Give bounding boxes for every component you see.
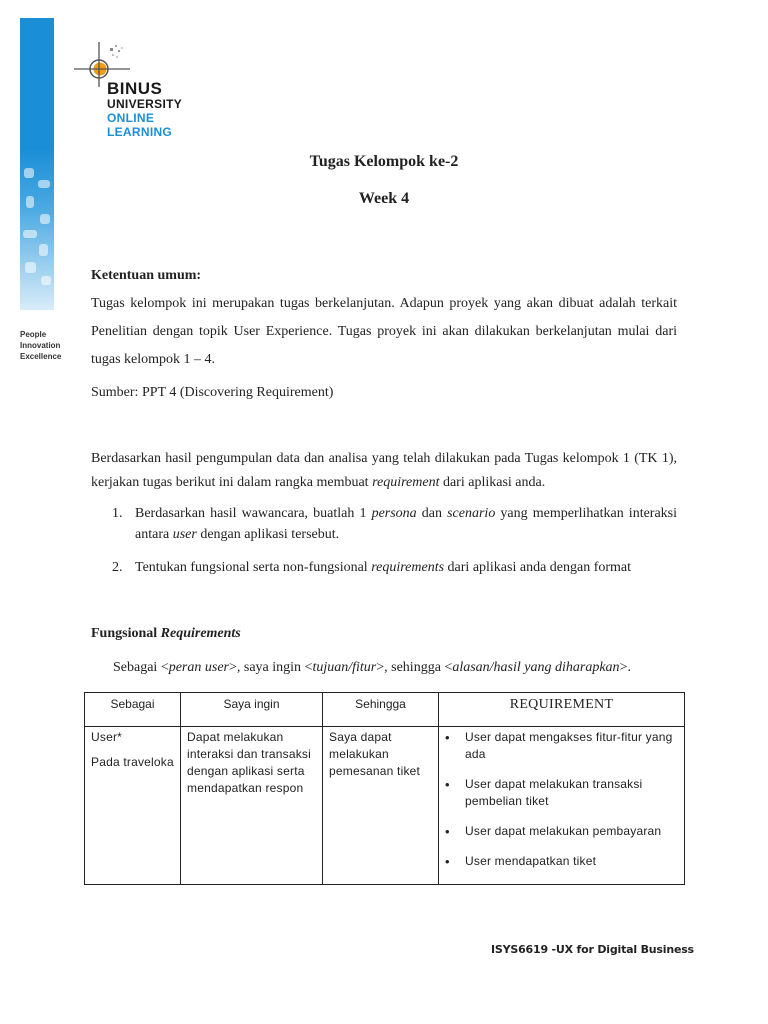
column-header-sebagai: Sebagai — [85, 693, 181, 727]
functional-heading: Fungsional Requirements — [91, 626, 241, 641]
page-footer: ISYS6619 -UX for Digital Business — [491, 943, 694, 956]
column-header-requirement: REQUIREMENT — [439, 693, 685, 727]
general-paragraph: Tugas kelompok ini merupakan tugas berkelanjutan. Adapun proyek yang akan dibuat adalah terkait Penelitian dengan topik User Experience. Tugas proyek ini akan dilakukan berkelanjutan mulai dari tugas kelompok 1 – 4. — [91, 296, 677, 367]
cell-sehingga: Saya dapat melakukan pemesanan tiket — [323, 727, 439, 885]
user-story-template: Sebagai <peran user>, saya ingin <tujuan/fitur>, sehingga <alasan/hasil yang diharapkan>. — [113, 660, 631, 675]
document-title: Tugas Kelompok ke-2 — [309, 153, 459, 170]
cell-requirements — [439, 727, 685, 885]
requirements-list — [445, 729, 679, 870]
binus-logo-text: BINUS UNIVERSITY ONLINE LEARNING — [107, 79, 183, 139]
source-line: Sumber: PPT 4 (Discovering Requirement) — [91, 385, 334, 400]
list-item: • User dapat mengakses fitur-fitur yang ada — [445, 729, 679, 763]
column-header-saya-ingin: Saya ingin — [181, 693, 323, 727]
list-item: • User mendapatkan tiket — [445, 853, 679, 870]
requirements-table — [84, 692, 685, 885]
list-item: • User dapat melakukan pembayaran — [445, 823, 679, 840]
tagline: People Innovation Excellence — [20, 330, 62, 361]
cell-saya-ingin: Dapat melakukan interaksi dan transaksi dengan aplikasi serta mendapatkan respon — [181, 727, 323, 885]
table-row — [85, 727, 685, 885]
cell-sebagai: User* Pada traveloka — [85, 727, 181, 885]
table-header-row — [85, 693, 685, 727]
intro-paragraph: Berdasarkan hasil pengumpulan data dan analisa yang telah dilakukan pada Tugas kelompok 1 (TK 1), kerjakan tugas berikut ini dalam rangka membuat requirement dari aplikasi anda. — [91, 451, 677, 490]
general-heading: Ketentuan umum: — [91, 268, 202, 283]
column-header-sehingga: Sehingga — [323, 693, 439, 727]
document-subtitle: Week 4 — [358, 190, 410, 207]
list-item: • User dapat melakukan transaksi pembelian tiket — [445, 776, 679, 810]
